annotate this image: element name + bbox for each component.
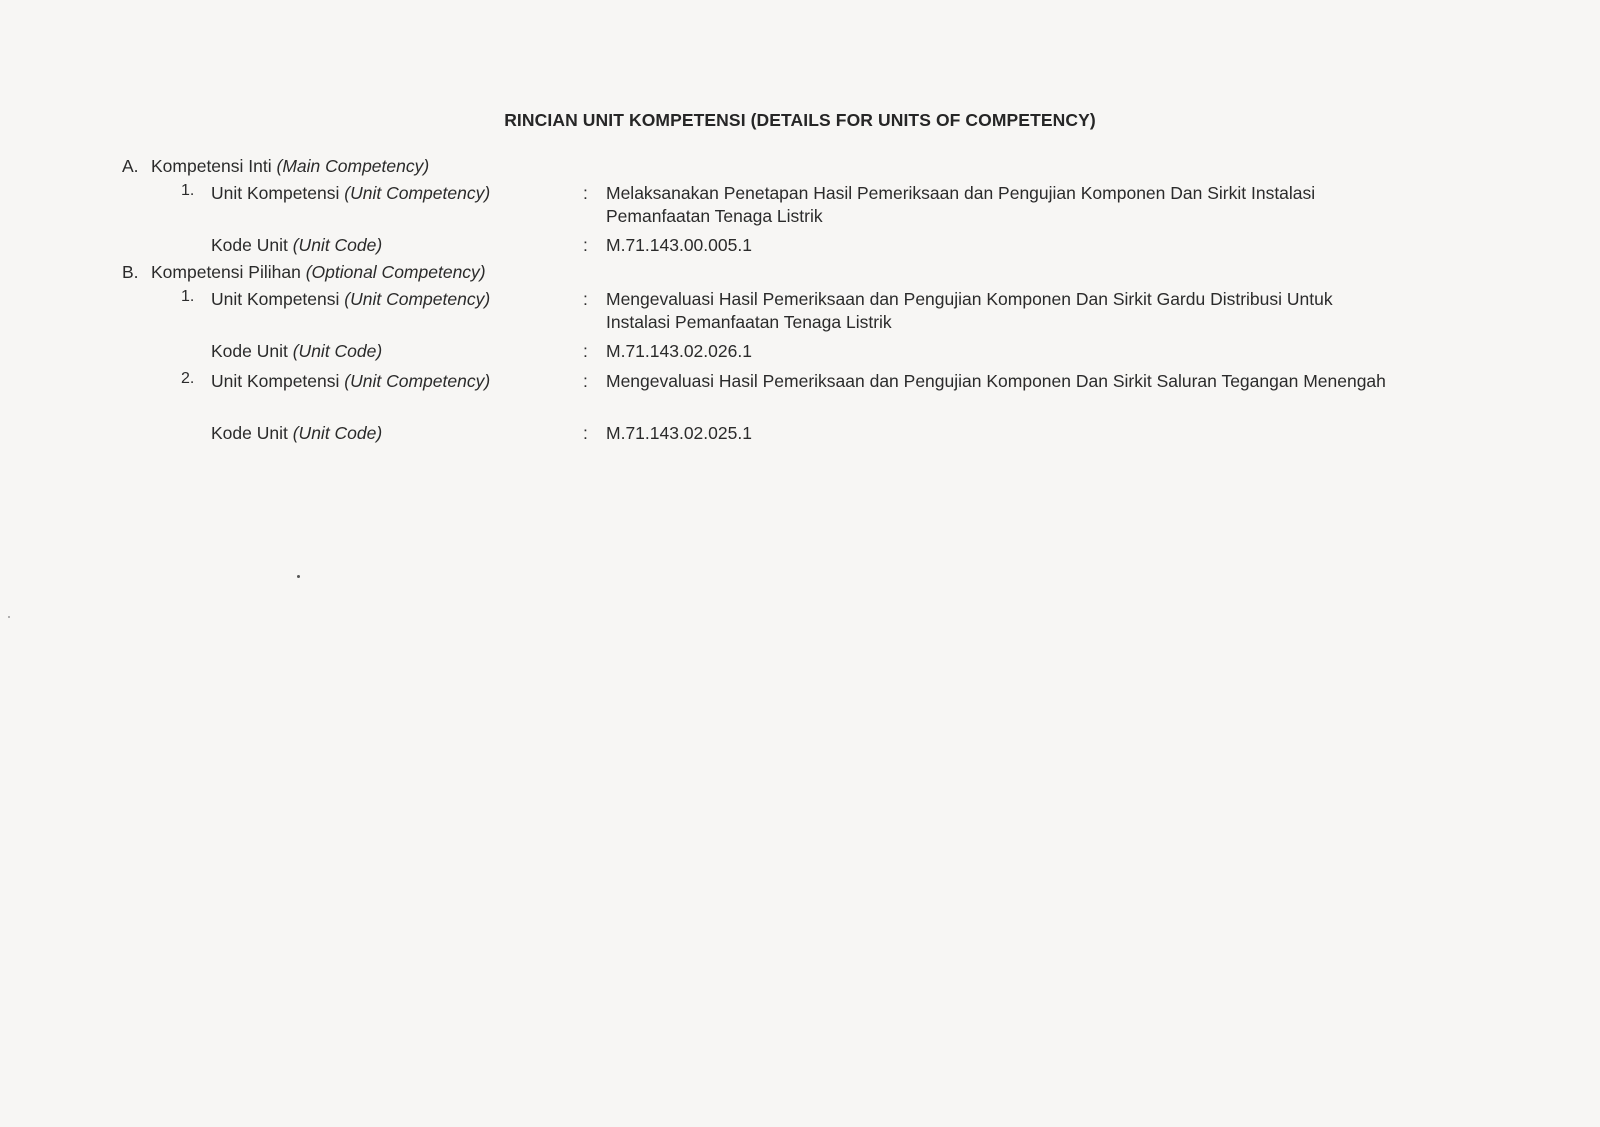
section-label (151, 261, 486, 284)
colon-separator: : (583, 183, 588, 203)
unit-code-value: M.71.143.02.026.1 (606, 341, 752, 361)
unit-competency-label (211, 370, 490, 393)
unit-label-id: Unit Kompetensi (211, 289, 340, 309)
colon-separator: : (583, 423, 588, 443)
unit-competency-label (211, 288, 490, 311)
item-number: 1. (181, 288, 195, 305)
code-label-en: (Unit Code) (292, 235, 383, 255)
code-label-en: (Unit Code) (292, 423, 383, 443)
unit-label-en: (Unit Competency) (344, 183, 491, 203)
unit-code-value: M.71.143.00.005.1 (606, 235, 752, 255)
colon-separator: : (583, 371, 588, 391)
unit-code-label (211, 422, 382, 445)
unit-label-id: Unit Kompetensi (211, 183, 340, 203)
unit-competency-value: Mengevaluasi Hasil Pemeriksaan dan Pengujian Komponen Dan Sirkit Saluran Tegangan Menengah (606, 371, 1386, 391)
unit-competency-value: Mengevaluasi Hasil Pemeriksaan dan Pengujian Komponen Dan Sirkit Gardu Distribusi Untuk Instalasi Pemanfaatan Tenaga Listrik (606, 289, 1333, 332)
unit-code-value: M.71.143.02.025.1 (606, 423, 752, 443)
code-label-id: Kode Unit (211, 235, 288, 255)
unit-code-label (211, 340, 382, 363)
code-label-id: Kode Unit (211, 341, 288, 361)
section-label-id: Kompetensi Inti (151, 156, 272, 176)
unit-label-en: (Unit Competency) (344, 289, 491, 309)
section-label (151, 155, 429, 178)
section-label-id: Kompetensi Pilihan (151, 262, 301, 282)
colon-separator: : (583, 289, 588, 309)
section-letter: B. (122, 262, 139, 282)
item-number: 2. (181, 370, 195, 387)
colon-separator: : (583, 235, 588, 255)
code-label-en: (Unit Code) (292, 341, 383, 361)
scan-speck (8, 616, 10, 618)
unit-competency-value: Melaksanakan Penetapan Hasil Pemeriksaan dan Pengujian Komponen Dan Sirkit Instalasi Pemanfaatan Tenaga Listrik (606, 183, 1316, 226)
unit-code-label (211, 234, 382, 257)
colon-separator: : (583, 341, 588, 361)
unit-label-en: (Unit Competency) (344, 371, 491, 391)
unit-competency-label (211, 182, 490, 205)
code-label-id: Kode Unit (211, 423, 288, 443)
document-title: RINCIAN UNIT KOMPETENSI (DETAILS FOR UNITS OF COMPETENCY) (504, 110, 1096, 130)
unit-label-id: Unit Kompetensi (211, 371, 340, 391)
item-number: 1. (181, 182, 195, 199)
section-label-en: (Main Competency) (276, 156, 430, 176)
section-letter: A. (122, 156, 139, 176)
section-label-en: (Optional Competency) (305, 262, 486, 282)
scan-speck (297, 575, 300, 578)
